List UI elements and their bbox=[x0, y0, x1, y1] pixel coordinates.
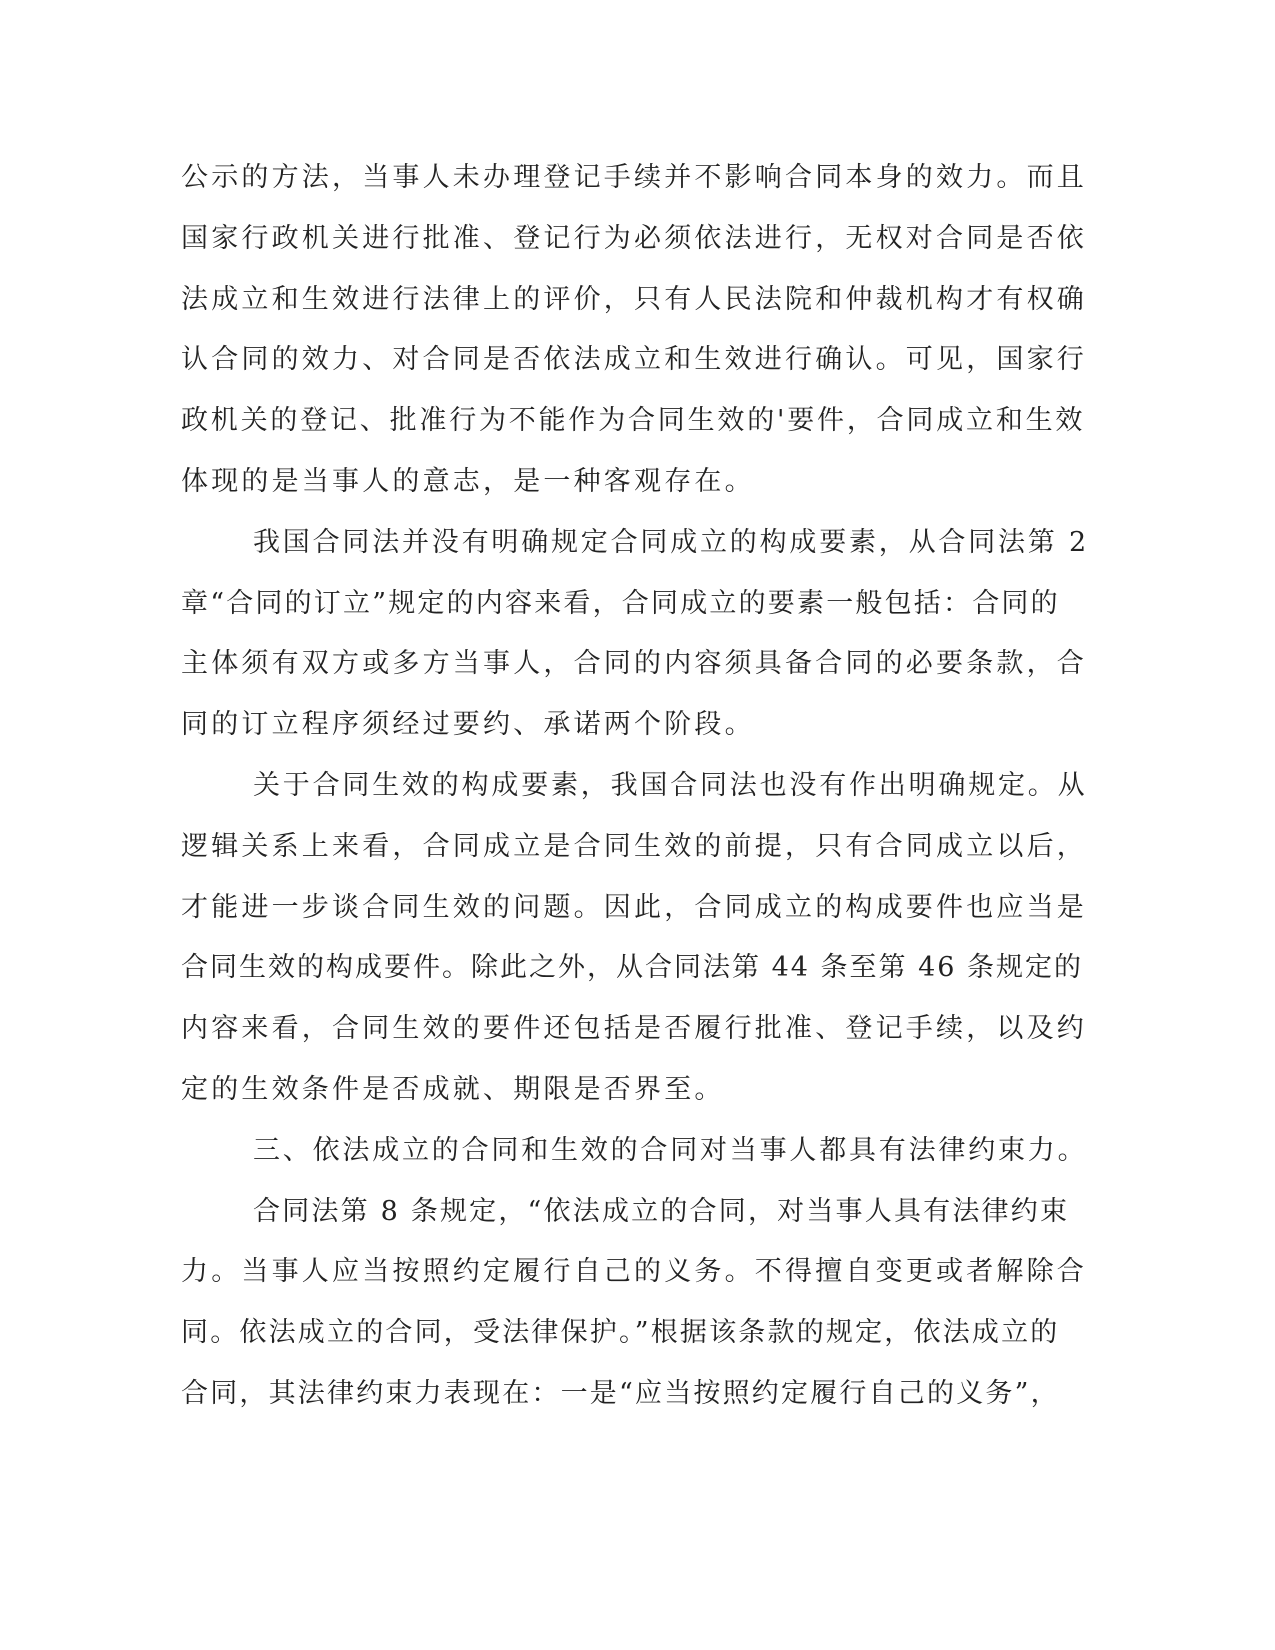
text-line: 合同法第 8 条规定，“依法成立的合同，对当事人具有法律约束 bbox=[253, 1196, 1070, 1227]
text-line: 内容来看，合同生效的要件还包括是否履行批准、登记手续，以及约 bbox=[181, 1013, 1087, 1044]
text-line: 逻辑关系上来看，合同成立是合同生效的前提，只有合同成立以后， bbox=[181, 831, 1087, 862]
text-line: 同。依法成立的合同，受法律保护。”根据该条款的规定，依法成立的 bbox=[181, 1317, 1060, 1348]
section-heading: 三、依法成立的合同和生效的合同对当事人都具有法律约束力。 bbox=[253, 1135, 1088, 1166]
text-line: 关于合同生效的构成要素，我国合同法也没有作出明确规定。从 bbox=[253, 770, 1088, 801]
text-line: 认合同的效力、对合同是否依法成立和生效进行确认。可见，国家行 bbox=[181, 344, 1087, 375]
text-line: 我国合同法并没有明确规定合同成立的构成要素，从合同法第 2 bbox=[253, 527, 1089, 558]
text-line: 公示的方法，当事人未办理登记手续并不影响合同本身的效力。而且 bbox=[181, 162, 1087, 193]
text-line: 章“合同的订立”规定的内容来看，合同成立的要素一般包括：合同的 bbox=[181, 588, 1060, 619]
text-line: 同的订立程序须经过要约、承诺两个阶段。 bbox=[181, 709, 755, 740]
text-line: 政机关的登记、批准行为不能作为合同生效的'要件，合同成立和生效 bbox=[181, 405, 1086, 436]
text-line: 合同，其法律约束力表现在：一是“应当按照约定履行自己的义务”， bbox=[181, 1378, 1060, 1409]
text-line: 法成立和生效进行法律上的评价，只有人民法院和仲裁机构才有权确 bbox=[181, 284, 1087, 315]
text-line: 主体须有双方或多方当事人，合同的内容须具备合同的必要条款，合 bbox=[181, 648, 1087, 679]
text-line: 体现的是当事人的意志，是一种客观存在。 bbox=[181, 466, 755, 497]
text-line: 定的生效条件是否成就、期限是否界至。 bbox=[181, 1074, 725, 1105]
text-line: 国家行政机关进行批准、登记行为必须依法进行，无权对合同是否依 bbox=[181, 223, 1087, 254]
text-line: 合同生效的构成要件。除此之外，从合同法第 44 条至第 46 条规定的 bbox=[181, 952, 1084, 983]
text-line: 力。当事人应当按照约定履行自己的义务。不得擅自变更或者解除合 bbox=[181, 1256, 1087, 1287]
text-line: 才能进一步谈合同生效的问题。因此，合同成立的构成要件也应当是 bbox=[181, 892, 1087, 923]
